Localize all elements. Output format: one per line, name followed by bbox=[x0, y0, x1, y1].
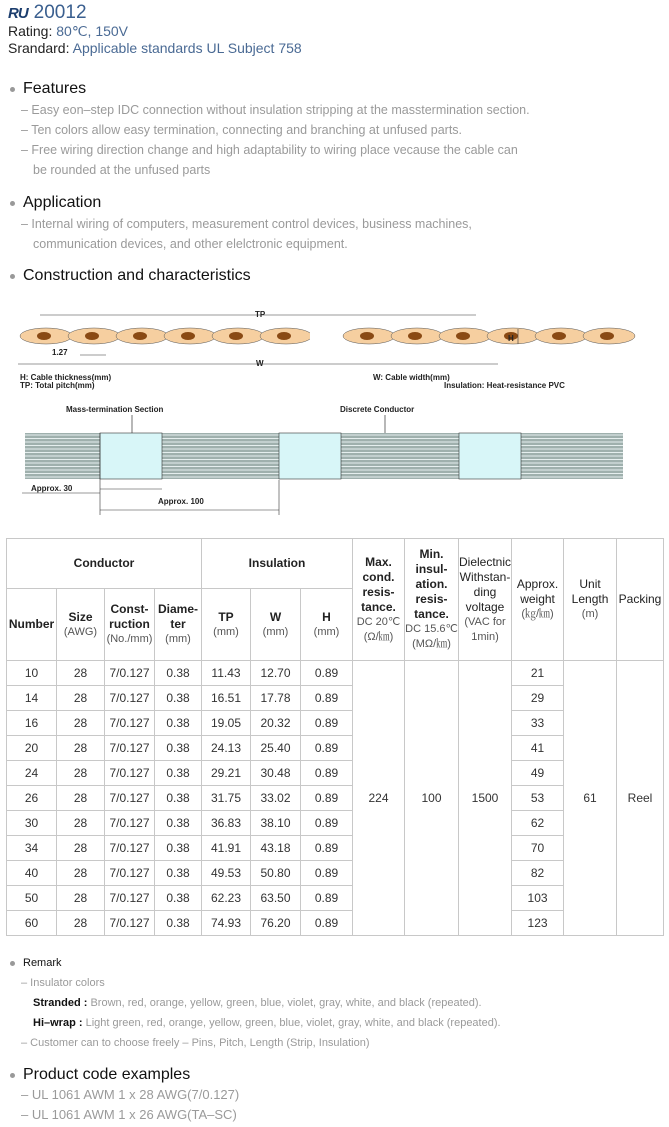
table-cell: 0.38 bbox=[155, 861, 202, 886]
table-cell: 25.40 bbox=[251, 736, 301, 761]
stranded-label: Stranded : bbox=[33, 997, 88, 1009]
table-cell: 33 bbox=[512, 711, 564, 736]
legend-insulation: Insulation: Heat-resistance PVC bbox=[444, 381, 565, 390]
table-cell: 31.75 bbox=[202, 786, 251, 811]
remark-item: – Insulator colors bbox=[21, 977, 105, 989]
conductor-dot bbox=[552, 332, 566, 340]
table-cell: 0.38 bbox=[155, 711, 202, 736]
table-cell: 29 bbox=[512, 686, 564, 711]
spec-table bbox=[6, 538, 664, 936]
table-cell: 28 bbox=[57, 711, 105, 736]
table-cell: 7/0.127 bbox=[105, 761, 155, 786]
table-cell: 28 bbox=[57, 686, 105, 711]
table-cell: 0.89 bbox=[301, 661, 353, 686]
table-cell: 34 bbox=[7, 836, 57, 861]
table-cell: 11.43 bbox=[202, 661, 251, 686]
pitch-label: 1.27 bbox=[52, 348, 68, 357]
table-cell: 7/0.127 bbox=[105, 661, 155, 686]
header-text: Dielectnic Withstan- ding voltage bbox=[459, 554, 512, 614]
header-unit: DC 20℃ (Ω/㎞) bbox=[356, 615, 401, 643]
table-cell: 36.83 bbox=[202, 811, 251, 836]
header-h bbox=[301, 589, 353, 661]
table-cell: 0.89 bbox=[301, 736, 353, 761]
table-cell: 0.38 bbox=[155, 811, 202, 836]
header-construction bbox=[105, 589, 155, 661]
header-text: Min. insul- ation. resis- tance. bbox=[414, 547, 449, 621]
cable-cross-section bbox=[20, 320, 635, 352]
conductor-dot bbox=[133, 332, 147, 340]
conductor-dot bbox=[229, 332, 243, 340]
table-cell: 103 bbox=[512, 886, 564, 911]
header-text: TP bbox=[218, 609, 234, 624]
header-text: Approx. weight bbox=[516, 577, 559, 606]
conductor-dot bbox=[600, 332, 614, 340]
header-conductor: Conductor bbox=[7, 539, 202, 589]
rating bbox=[8, 23, 128, 40]
product-code-title: Product code examples bbox=[23, 1066, 191, 1083]
header-unit: (AWG) bbox=[63, 625, 98, 638]
header-unit: (mm) bbox=[165, 633, 191, 645]
header-unit: (m) bbox=[581, 608, 599, 620]
table-cell: 62 bbox=[512, 811, 564, 836]
construction-heading bbox=[8, 267, 251, 285]
remark-item: – Customer can to choose freely – Pins, Pitch, Length (Strip, Insulation) bbox=[21, 1037, 370, 1049]
table-cell: 49.53 bbox=[202, 861, 251, 886]
table-cell: 28 bbox=[57, 861, 105, 886]
header-number: Number bbox=[7, 589, 57, 661]
table-cell: 7/0.127 bbox=[105, 711, 155, 736]
table-cell: 17.78 bbox=[251, 686, 301, 711]
header-w bbox=[251, 589, 301, 661]
table-cell: 62.23 bbox=[202, 886, 251, 911]
table-cell: 0.89 bbox=[301, 886, 353, 911]
header-unit: (VAC for 1min) bbox=[464, 615, 506, 643]
header-text: Size bbox=[68, 609, 93, 624]
legend-w: W: Cable width(mm) bbox=[373, 373, 450, 382]
remark-heading bbox=[8, 957, 62, 969]
table-cell: 28 bbox=[57, 836, 105, 861]
table-cell: 0.38 bbox=[155, 661, 202, 686]
ul-logo: RU bbox=[8, 4, 28, 22]
table-cell: 7/0.127 bbox=[105, 886, 155, 911]
discrete-conductor-label: Discrete Conductor bbox=[340, 405, 415, 414]
table-cell: 7/0.127 bbox=[105, 836, 155, 861]
header-text: Diame- ter bbox=[157, 602, 198, 631]
header-unit: (mm) bbox=[313, 625, 340, 638]
table-cell: 28 bbox=[57, 761, 105, 786]
table-cell: 60 bbox=[7, 911, 57, 936]
table-cell: 28 bbox=[57, 786, 105, 811]
w-label: W bbox=[256, 359, 264, 368]
application-heading bbox=[8, 194, 101, 212]
bullet-icon bbox=[10, 274, 15, 279]
table-cell: 14 bbox=[7, 686, 57, 711]
table-cell: 70 bbox=[512, 836, 564, 861]
table-cell: 0.38 bbox=[155, 761, 202, 786]
remark-title: Remark bbox=[23, 957, 62, 969]
table-cell: 0.38 bbox=[155, 886, 202, 911]
header-dielectric bbox=[459, 539, 512, 661]
header-length bbox=[564, 539, 617, 661]
table-cell: 7/0.127 bbox=[105, 861, 155, 886]
bullet-icon bbox=[10, 961, 15, 966]
header-text: H bbox=[322, 609, 331, 624]
header-weight bbox=[512, 539, 564, 661]
conductor-dot bbox=[456, 332, 470, 340]
table-cell: 53 bbox=[512, 786, 564, 811]
table-cell: 61 bbox=[564, 661, 617, 936]
table-cell: 224 bbox=[353, 661, 405, 936]
table-cell: 49 bbox=[512, 761, 564, 786]
table-cell: 28 bbox=[57, 886, 105, 911]
rating-value: 80℃, 150V bbox=[56, 23, 129, 39]
feature-item: – Easy eon–step IDC connection without insulation stripping at the masstermination section. bbox=[21, 103, 530, 117]
header-tp bbox=[202, 589, 251, 661]
features-heading bbox=[8, 80, 86, 98]
flat-cable bbox=[25, 433, 623, 479]
table-cell: 19.05 bbox=[202, 711, 251, 736]
header-text: Const- ruction bbox=[109, 602, 150, 631]
table-cell: 74.93 bbox=[202, 911, 251, 936]
table-cell: 12.70 bbox=[251, 661, 301, 686]
construction-title: Construction and characteristics bbox=[23, 267, 251, 284]
standard-value: Applicable standards UL Subject 758 bbox=[72, 40, 302, 56]
conductor-dot bbox=[360, 332, 374, 340]
table-cell: 7/0.127 bbox=[105, 736, 155, 761]
standard-label: Srandard: bbox=[8, 40, 70, 56]
break-gap bbox=[310, 320, 340, 352]
table-cell: 82 bbox=[512, 861, 564, 886]
stranded-value: Brown, red, orange, yellow, green, blue, violet, gray, white, and black (repeated). bbox=[90, 997, 482, 1009]
table-cell: 123 bbox=[512, 911, 564, 936]
table-cell: 0.89 bbox=[301, 811, 353, 836]
table-cell: 0.89 bbox=[301, 861, 353, 886]
table-cell: 38.10 bbox=[251, 811, 301, 836]
conductor-dot bbox=[85, 332, 99, 340]
header-unit: (mm) bbox=[262, 625, 289, 638]
table-cell: 0.89 bbox=[301, 761, 353, 786]
header-text: W bbox=[269, 609, 282, 624]
table-cell: 29.21 bbox=[202, 761, 251, 786]
table-cell: 16 bbox=[7, 711, 57, 736]
table-cell: 33.02 bbox=[251, 786, 301, 811]
table-cell: 41 bbox=[512, 736, 564, 761]
table-cell: 0.89 bbox=[301, 711, 353, 736]
table-cell: 0.89 bbox=[301, 836, 353, 861]
remark-hiwrap bbox=[33, 1017, 501, 1029]
table-cell: 28 bbox=[57, 661, 105, 686]
bullet-icon bbox=[10, 1073, 15, 1078]
tp-label: TP bbox=[255, 310, 266, 319]
table-cell: 7/0.127 bbox=[105, 911, 155, 936]
product-title bbox=[8, 2, 87, 24]
legend-tp: TP: Total pitch(mm) bbox=[20, 381, 95, 390]
feature-item: be rounded at the unfused parts bbox=[33, 163, 211, 177]
hiwrap-value: Light green, red, orange, yellow, green, blue, violet, gray, white, and black (repeated). bbox=[85, 1017, 501, 1029]
bullet-icon bbox=[10, 201, 15, 206]
table-cell: 24 bbox=[7, 761, 57, 786]
header-diameter bbox=[155, 589, 202, 661]
table-cell: 100 bbox=[405, 661, 459, 936]
table-row bbox=[7, 661, 664, 686]
table-cell: 76.20 bbox=[251, 911, 301, 936]
conductor-dot bbox=[181, 332, 195, 340]
table-cell: 43.18 bbox=[251, 836, 301, 861]
header-min-resistance bbox=[405, 539, 459, 661]
hiwrap-label: Hi–wrap : bbox=[33, 1017, 83, 1029]
conductor-dot bbox=[408, 332, 422, 340]
table-cell: 40 bbox=[7, 861, 57, 886]
termination-section bbox=[100, 433, 162, 479]
feature-item: – Free wiring direction change and high adaptability to wiring place vecause the cable can bbox=[21, 143, 518, 157]
approx-30-label: Approx. 30 bbox=[31, 484, 73, 493]
mass-termination-label: Mass-termination Section bbox=[66, 405, 164, 414]
product-code-item: – UL 1061 AWM 1 x 26 AWG(TA–SC) bbox=[21, 1107, 237, 1122]
table-cell: 10 bbox=[7, 661, 57, 686]
table-cell: 28 bbox=[57, 911, 105, 936]
header-unit: (mm) bbox=[213, 625, 239, 638]
application-item: communication devices, and other elelctronic equipment. bbox=[33, 237, 348, 251]
table-cell: 0.38 bbox=[155, 911, 202, 936]
table-cell: 50.80 bbox=[251, 861, 301, 886]
table-cell: 0.89 bbox=[301, 686, 353, 711]
header-packing: Packing bbox=[617, 539, 664, 661]
header-text: Unit Length bbox=[571, 577, 609, 606]
table-cell: 24.13 bbox=[202, 736, 251, 761]
table-cell: 20 bbox=[7, 736, 57, 761]
table-cell: 28 bbox=[57, 811, 105, 836]
table-cell: 26 bbox=[7, 786, 57, 811]
cable-diagram bbox=[0, 300, 669, 520]
conductor-dot bbox=[277, 332, 291, 340]
product-code-item: – UL 1061 AWM 1 x 28 AWG(7/0.127) bbox=[21, 1087, 240, 1102]
table-cell: 41.91 bbox=[202, 836, 251, 861]
header-unit: DC 15.6℃ (MΩ/㎞) bbox=[405, 623, 458, 650]
table-cell: 30.48 bbox=[251, 761, 301, 786]
table-cell: 7/0.127 bbox=[105, 786, 155, 811]
product-code: 20012 bbox=[33, 2, 87, 23]
table-cell: 0.89 bbox=[301, 786, 353, 811]
application-title: Application bbox=[23, 194, 102, 211]
header-size bbox=[57, 589, 105, 661]
application-item: – Internal wiring of computers, measurement control devices, business machines, bbox=[21, 217, 472, 231]
table-cell: 30 bbox=[7, 811, 57, 836]
header-unit: (No./mm) bbox=[106, 633, 153, 645]
table-cell: 0.38 bbox=[155, 736, 202, 761]
header-text: Max. cond. resis- tance. bbox=[361, 554, 396, 614]
conductor-dot bbox=[37, 332, 51, 340]
termination-section bbox=[279, 433, 341, 479]
feature-item: – Ten colors allow easy termination, connecting and branching at unfused parts. bbox=[21, 123, 463, 137]
legend-h: H: Cable thickness(mm) bbox=[20, 373, 112, 382]
table-cell: 0.38 bbox=[155, 686, 202, 711]
table-cell: 7/0.127 bbox=[105, 811, 155, 836]
table-cell: 0.38 bbox=[155, 786, 202, 811]
header-insulation: Insulation bbox=[202, 539, 353, 589]
features-title: Features bbox=[23, 80, 87, 97]
approx-100-label: Approx. 100 bbox=[158, 497, 204, 506]
remark-stranded bbox=[33, 997, 482, 1009]
termination-section bbox=[459, 433, 521, 479]
table-cell: 20.32 bbox=[251, 711, 301, 736]
table-cell: 28 bbox=[57, 736, 105, 761]
table-cell: 7/0.127 bbox=[105, 686, 155, 711]
table-cell: 0.89 bbox=[301, 911, 353, 936]
product-code-heading bbox=[8, 1066, 190, 1084]
table-cell: 21 bbox=[512, 661, 564, 686]
header-max-resistance bbox=[353, 539, 405, 661]
table-cell: 1500 bbox=[459, 661, 512, 936]
h-label: H bbox=[508, 334, 514, 343]
table-cell: 63.50 bbox=[251, 886, 301, 911]
header-unit: (㎏/㎞) bbox=[521, 608, 554, 620]
table-cell: 16.51 bbox=[202, 686, 251, 711]
table-cell: Reel bbox=[617, 661, 664, 936]
standard bbox=[8, 40, 302, 56]
table-cell: 0.38 bbox=[155, 836, 202, 861]
rating-label: Rating: bbox=[8, 23, 53, 39]
bullet-icon bbox=[10, 87, 15, 92]
table-cell: 50 bbox=[7, 886, 57, 911]
